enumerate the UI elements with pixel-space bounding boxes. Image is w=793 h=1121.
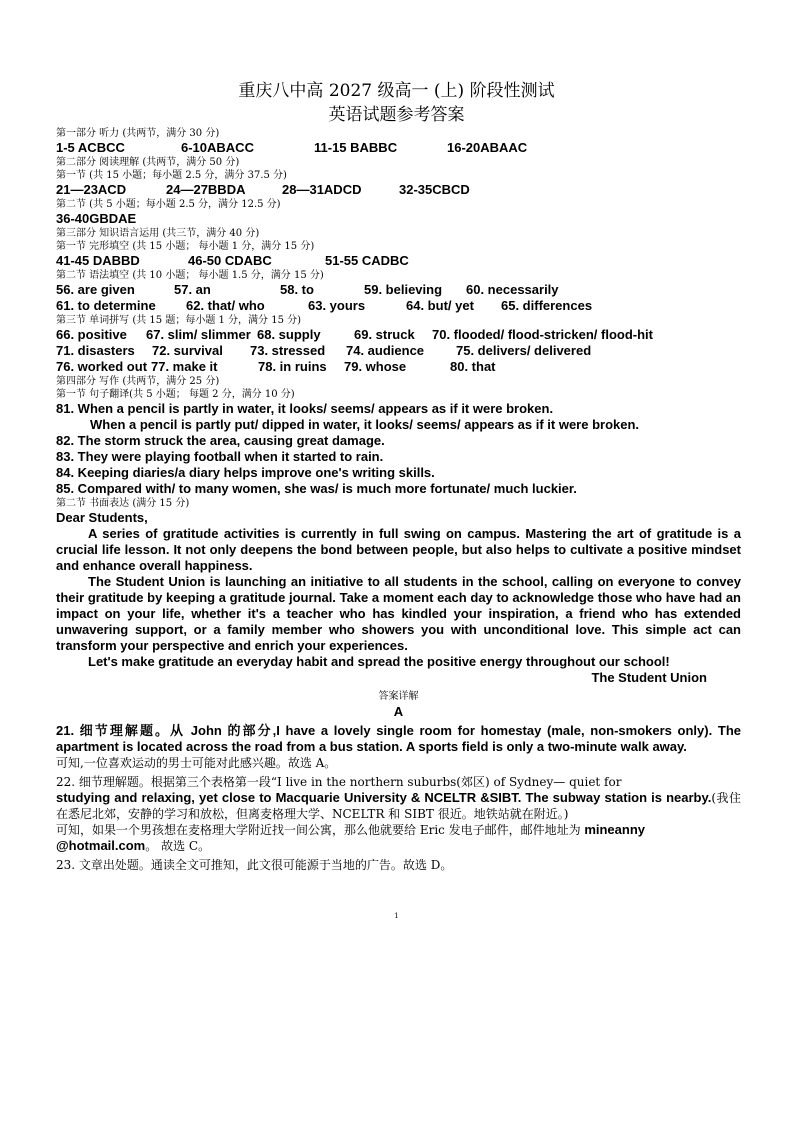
page-title: 重庆八中高 2027 级高一 (上) 阶段性测试	[238, 81, 555, 101]
explanation-q23	[56, 857, 741, 873]
page-number: 1	[394, 912, 399, 920]
translation-item: 82. The storm struck the area, causing great damage.	[56, 433, 385, 448]
explanation-email: mineanny	[584, 822, 645, 837]
answer-item: 62. that/ who	[186, 298, 265, 313]
answer-item: 74. audience	[346, 343, 425, 358]
explanation-text: 。 故选 C	[145, 839, 199, 853]
answer-item: 66. positive	[56, 327, 127, 342]
part3-sec3-row2	[56, 343, 741, 359]
part4-sec2-header: 第二节 书面表达 (满分 15 分)	[56, 498, 190, 509]
answer-group: 36-40GBDAE	[56, 211, 137, 226]
part3-sec2-row1	[56, 282, 741, 298]
explanation-q22	[56, 774, 741, 854]
part2-sec1-answers	[56, 182, 741, 198]
part1-header: 第一部分 听力 (共两节，满分 30 分)	[56, 128, 220, 139]
page-subtitle: 英语试题参考答案	[328, 105, 465, 125]
letter-paragraph: Let's make gratitude an everyday habit and spread the positive energy throughout our school!	[88, 654, 670, 669]
explanation-text: 可知,一位喜欢运动的男士可能对此感兴趣。故选 A。	[56, 756, 337, 770]
answer-item: 77. make it	[151, 359, 218, 374]
letter-paragraph: A series of gratitude activities is currently in full swing on campus. Mastering the art of gratitude is a crucial life lesson. It not only deepens the bond between people, but also helps to cultivate a positive mindset and enhance overall happiness.	[56, 526, 741, 573]
part4-sec1-header: 第一节 句子翻译(共 5 小题； 每题 2 分，满分 10 分)	[56, 389, 295, 400]
letter-paragraph: The Student Union is launching an initiative to all students in the school, calling on everyone to convey their gratitude by keeping a gratitude journal. Take a moment each day to acknowledge those who have had an impact on your life, whether it's a teacher who has kindled your inspiration, a friend who has extended unwavering support, or a family member who showers you with unconditional love. This simple act can transform your perspective and enrich your experiences.	[56, 574, 741, 653]
explanation-q21	[56, 723, 741, 771]
translation-alt: When a pencil is partly put/ dipped in water, it looks/ seems/ appears as if it were broken.	[90, 417, 640, 432]
answer-item: 63. yours	[308, 298, 366, 313]
answer-item: 58. to	[280, 282, 314, 297]
translation-item: 85. Compared with/ to many women, she was/ is much more fortunate/ much luckier.	[56, 481, 577, 496]
explanation-text: 可知，如果一个男孩想在麦格理大学附近找一间公寓，那么他就要给 Eric 发电子邮件，邮件地址为	[56, 823, 581, 837]
passage-label: A	[393, 704, 404, 719]
answer-group: 6-10ABACC	[181, 140, 254, 155]
answer-item: 65. differences	[501, 298, 593, 313]
answer-group: 11-15 BABBC	[314, 140, 398, 155]
part3-sec3-row1	[56, 327, 741, 343]
part3-sec3-row3	[56, 359, 741, 375]
answer-group: 24—27BBDA	[166, 182, 246, 197]
answer-item: 71. disasters	[56, 343, 135, 358]
answer-group: 1-5 ACBCC	[56, 140, 125, 155]
answer-item: 56. are given	[56, 282, 135, 297]
answer-item: 80. that	[450, 359, 496, 374]
explanations-header: 答案详解	[378, 691, 419, 702]
answer-group: 32-35CBCD	[399, 182, 470, 197]
answer-body	[56, 127, 741, 873]
explanation-text: 22. 细节理解题。根据第三个表格第一段“I live in the northern suburbs(郊区) of Sydney— quiet for	[56, 775, 622, 789]
answer-item: 73. stressed	[250, 343, 326, 358]
part1-answers	[56, 140, 741, 156]
answer-item: 75. delivers/ delivered	[456, 343, 592, 358]
answer-group: 46-50 CDABC	[188, 253, 272, 268]
part3-sec2-row2	[56, 298, 741, 314]
part2-header: 第二部分 阅读理解 (共两节，满分 50 分)	[56, 157, 240, 168]
part3-sec2-header: 第二节 语法填空 (共 10 小题； 每小题 1.5 分，满分 15 分)	[56, 270, 324, 281]
answer-group: 16-20ABAAC	[447, 140, 528, 155]
answer-item: 68. supply	[257, 327, 321, 342]
answer-group: 41-45 DABBD	[56, 253, 140, 268]
answer-item: 61. to determine	[56, 298, 156, 313]
part2-sec2-header: 第二节 (共 5 小题；每小题 2.5 分，满分 12.5 分)	[56, 199, 281, 210]
answer-item: 76. worked out	[56, 359, 148, 374]
letter-salutation: Dear Students,	[56, 510, 148, 525]
part3-header: 第三部分 知识语言运用 (共三节，满分 40 分)	[56, 228, 260, 239]
part2-sec1-header: 第一节 (共 15 小题；每小题 2.5 分，满分 37.5 分)	[56, 170, 287, 181]
answer-item: 64. but/ yet	[406, 298, 474, 313]
answer-item: 60. necessarily	[466, 282, 559, 297]
explanation-text: 23. 文章出处题。通读全文可推知，此文很可能源于当地的广告。故选 D。	[56, 858, 453, 872]
answer-group: 28—31ADCD	[282, 182, 362, 197]
translation-item: 84. Keeping diaries/a diary helps improve one's writing skills.	[56, 465, 435, 480]
answer-item: 59. believing	[364, 282, 443, 297]
explanation-email: @hotmail.com	[56, 838, 146, 853]
answer-group: 51-55 CADBC	[325, 253, 409, 268]
translation-item: 83. They were playing football when it started to rain.	[56, 449, 384, 464]
part3-sec1-answers	[56, 253, 741, 269]
answer-group: 21—23ACD	[56, 182, 127, 197]
part3-sec3-header: 第三节 单词拼写 (共 15 题；每小题 1 分，满分 15 分)	[56, 315, 302, 326]
answer-item: 69. struck	[354, 327, 415, 342]
explanation-text: studying and relaxing, yet close to Macquarie University & NCELTR &SIBT. The subway station is nearby.	[56, 790, 712, 805]
part3-sec1-header: 第一节 完形填空 (共 15 小题； 每小题 1 分，满分 15 分)	[56, 241, 315, 252]
explanation-text: (我住在悉尼北郊，安静的学习和放松，但离麦格理大学、NCELTR 和 SIBT 很近。地铁站就在附近。)	[56, 791, 741, 821]
letter-signature: The Student Union	[591, 670, 707, 685]
answer-item: 57. an	[174, 282, 211, 297]
answer-item: 72. survival	[152, 343, 223, 358]
answer-item: 67. slim/ slimmer	[146, 327, 251, 342]
explanation-text: 21. 细节理解题。从 John 的部分,I have a lovely single room for homestay (male, non-smokers only). The apartment is located across the road from a bus station. A sports field is only a two-minute walk away.	[56, 723, 741, 754]
explanation-text: 。	[198, 839, 211, 853]
answer-item: 78. in ruins	[258, 359, 327, 374]
answer-item: 79. whose	[344, 359, 407, 374]
translation-item: 81. When a pencil is partly in water, it looks/ seems/ appears as if it were broken.	[56, 401, 554, 416]
part2-sec2-answers	[56, 211, 741, 227]
answer-item: 70. flooded/ flood-stricken/ flood-hit	[432, 327, 653, 342]
part4-header: 第四部分 写作 (共两节，满分 25 分)	[56, 376, 220, 387]
